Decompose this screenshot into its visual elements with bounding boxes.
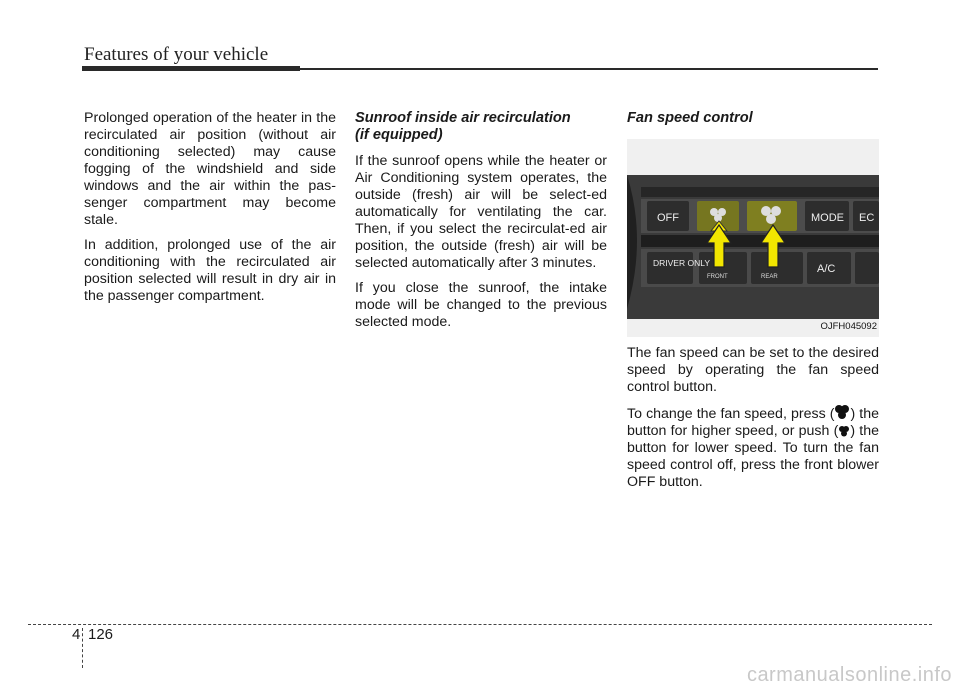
paragraph-fan-speed-intro: The fan speed can be set to the desired speed by operating the fan speed control button.	[627, 345, 879, 395]
climate-panel-illustration	[627, 139, 879, 337]
figure-caption: OJFH045092	[820, 321, 877, 332]
header-rule	[82, 66, 878, 71]
column-1	[84, 110, 336, 313]
fan-large-icon	[834, 404, 850, 420]
page-header-title: Features of your vehicle	[84, 44, 269, 65]
driver-only-button-label: DRIVER ONLY	[653, 258, 710, 268]
column-3	[627, 110, 879, 499]
chapter-number: 4	[72, 626, 81, 643]
mode-button-label: MODE	[811, 212, 844, 224]
front-defrost-label: FRONT	[707, 274, 728, 280]
paragraph-sunroof-fresh-air: If the sunroof opens while the heater or Air Conditioning system operates, the outside (fresh) air will be select-ed automatically for ventilating the car. Then, if you select the recirculat-ed air position, the outside (fresh) air will be selected automatically after 3 minutes.	[355, 153, 607, 271]
column-2	[355, 110, 607, 339]
section-title-sunroof: Sunroof inside air recirculation (if equipped)	[355, 110, 571, 143]
eco-button-label: EC	[859, 212, 875, 224]
page-number: 126	[88, 626, 114, 643]
paragraph-heater-recirculation: Prolonged operation of the heater in the recirculated air position (without air conditioning selected) may cause fogging of the windshield and side windows and the air within the pas-senger compartment may become stale.	[84, 110, 336, 228]
section-title-fan-speed: Fan speed control	[627, 110, 753, 126]
off-button-label: OFF	[657, 212, 679, 224]
paragraph-fan-speed-change: To change the fan speed, press ( ) the button for higher speed, or push ( ) the button for lower speed. To turn the fan speed control off, press the front blower OFF button.	[627, 406, 880, 490]
watermark: carmanualsonline.info	[746, 664, 952, 686]
rear-defrost-label: REAR	[761, 274, 778, 280]
paragraph-sunroof-close: If you close the sunroof, the intake mode will be changed to the previous selected mode.	[355, 280, 607, 330]
ac-button-label: A/C	[817, 263, 836, 275]
footer-divider	[82, 628, 83, 668]
fan-control-panel-figure	[627, 139, 879, 337]
paragraph-dry-air: In addition, prolonged use of the air conditioning with the recirculated air position selected will result in dry air in the passenger compartment.	[84, 237, 336, 304]
footer-rule	[28, 624, 932, 625]
fan-small-icon	[838, 425, 850, 437]
